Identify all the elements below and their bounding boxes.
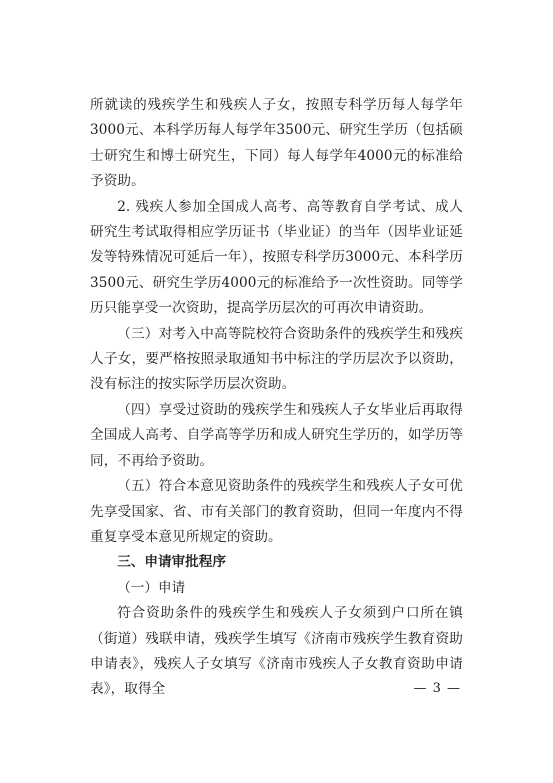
paragraph-continuation: 所就读的残疾学生和残疾人子女，按照专科学历每人每学年3000元、本科学历每人每学年3500元、研究生学历（包括硕士研究生和博士研究生，下同）每人每学年4000元的标准给予资助。 (90, 97, 463, 190)
paragraph-application: 符合资助条件的残疾学生和残疾人子女须到户口所在镇（街道）残联申请，残疾学生填写《济南市残疾学生教育资助申请表》，残疾人子女填写《济南市残疾人子女教育资助申请表》，取得全 (90, 605, 463, 698)
document-body (90, 93, 463, 703)
paragraph-item-5: （五）符合本意见资助条件的残疾学生和残疾人子女可优先享受国家、省、市有关部门的教育资助，但同一年度内不得重复享受本意见所规定的资助。 (90, 478, 463, 545)
page-number: — 3 — (413, 681, 461, 696)
paragraph-item-4: （四）享受过资助的残疾学生和残疾人子女毕业后再取得全国成人高考、自学高等学历和成人研究生学历的，如学历等同，不再给予资助。 (90, 401, 463, 469)
paragraph-item-3: （三）对考入中高等院校符合资助条件的残疾学生和残疾人子女，要严格按照录取通知书中标注的学历层次予以资助，没有标注的按实际学历层次资助。 (90, 325, 463, 393)
section-heading: 三、申请审批程序 (117, 554, 226, 571)
paragraph-item-2: 2. 残疾人参加全国成人高考、高等教育自学考试、成人研究生考试取得相应学历证书（毕业证）的当年（因毕业证延发等特殊情况可延后一年），按照专科学历3000元、本科学历3500元、研究生学历4000元的标准给予一次性资助。同等学历只能享受一次资助，提高学历层次的可再次申请资助。 (90, 198, 463, 317)
subsection-heading: （一）申请 (117, 579, 186, 596)
